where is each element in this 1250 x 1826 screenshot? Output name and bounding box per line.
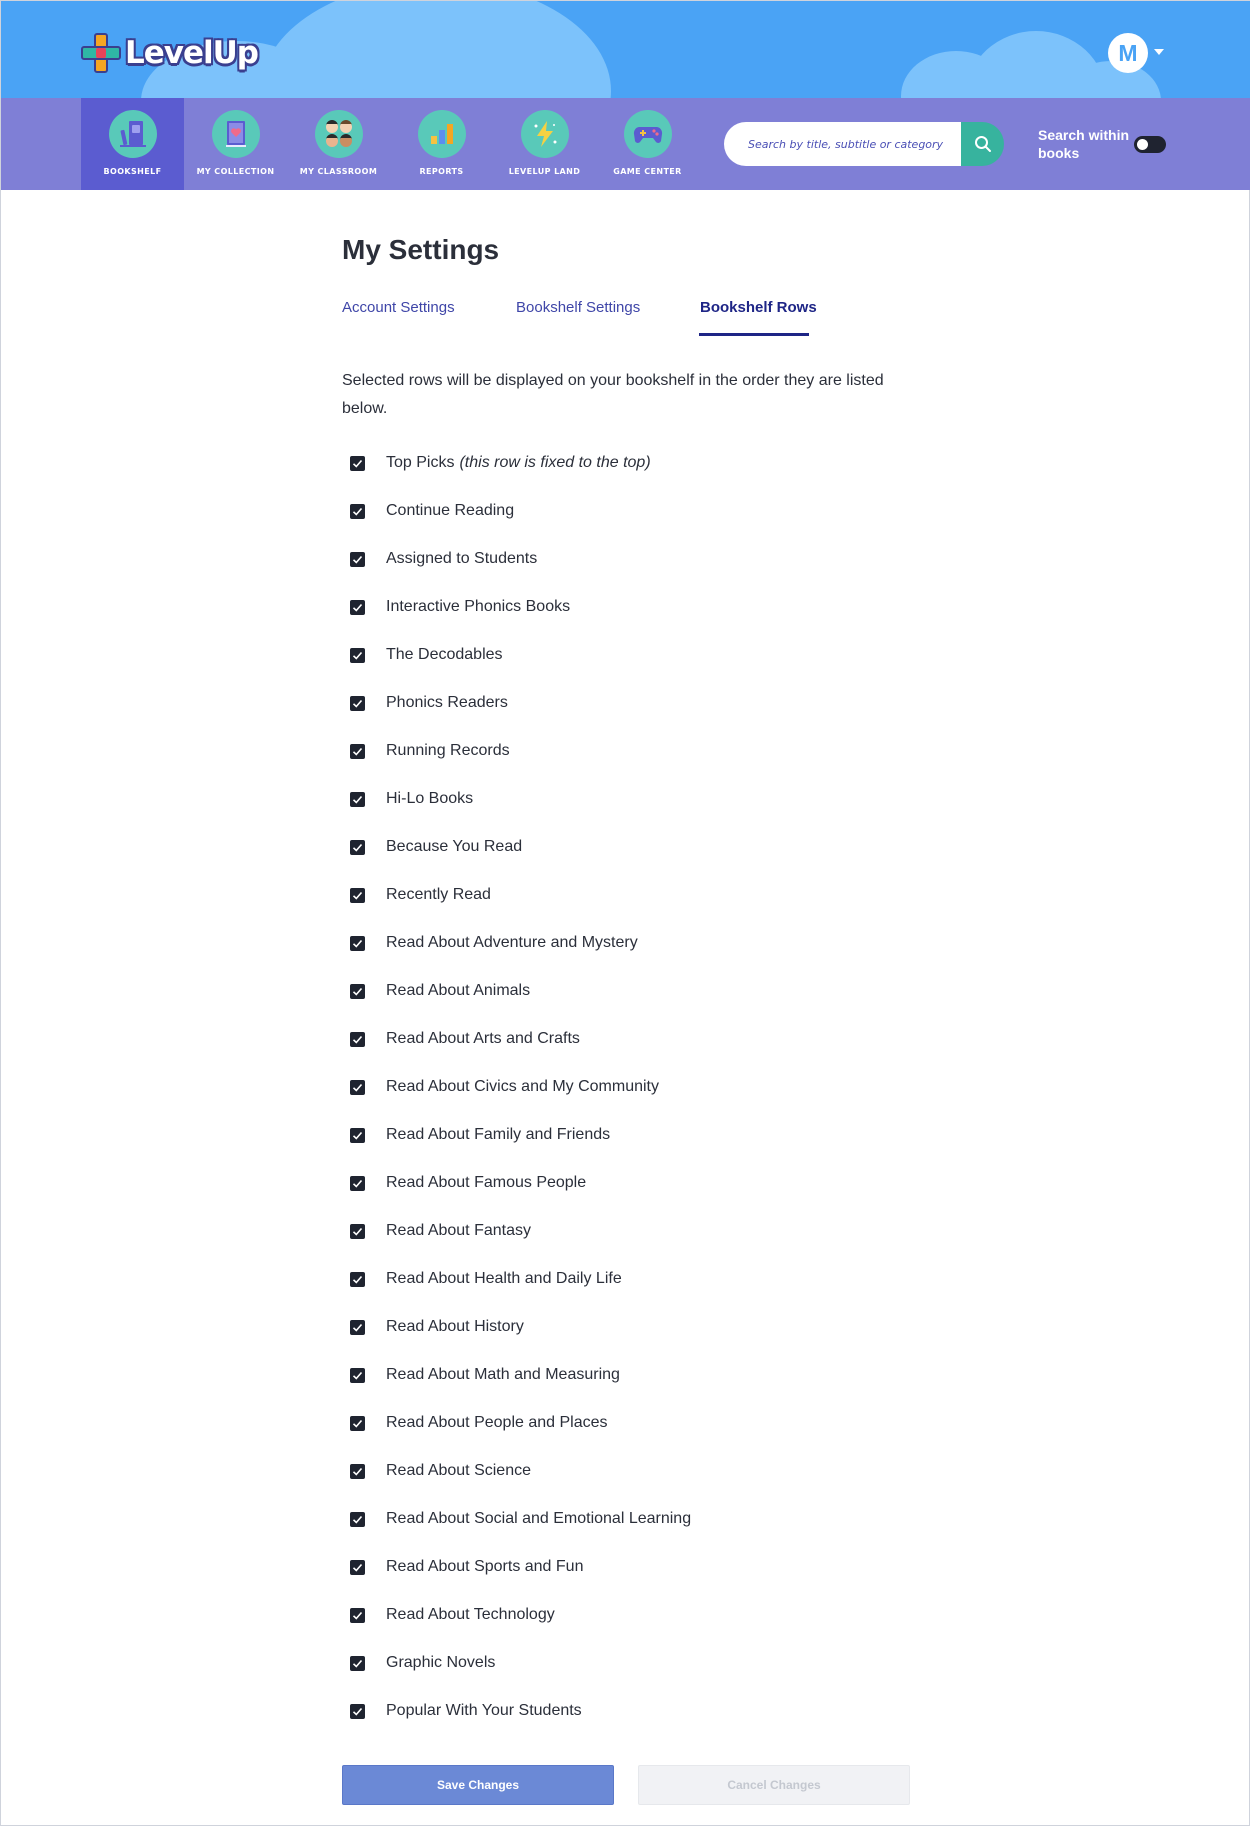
row-item[interactable] <box>350 1026 580 1052</box>
check-icon <box>352 1178 363 1189</box>
gamepad-icon <box>624 110 672 158</box>
page-title: My Settings <box>342 234 500 265</box>
checkbox-checked[interactable] <box>350 1704 365 1719</box>
check-icon <box>352 554 363 565</box>
check-icon <box>352 1562 363 1573</box>
nav-item-my-classroom[interactable] <box>287 98 390 190</box>
row-label: Read About History <box>386 1318 524 1335</box>
check-icon <box>352 1658 363 1669</box>
check-icon <box>352 842 363 853</box>
row-label: Phonics Readers <box>386 694 508 711</box>
checkbox-checked[interactable] <box>350 1032 365 1047</box>
row-item[interactable] <box>350 1506 691 1532</box>
cancel-changes-button[interactable]: Cancel Changes <box>638 1765 910 1805</box>
row-item[interactable] <box>350 786 473 812</box>
nav-item-reports[interactable] <box>390 98 493 190</box>
nav-item-my-collection[interactable] <box>184 98 287 190</box>
toggle-knob <box>1137 139 1148 150</box>
row-label: Read About Math and Measuring <box>386 1366 620 1383</box>
check-icon <box>352 1514 363 1525</box>
row-note: (this row is fixed to the top) <box>459 454 651 471</box>
row-label: Read About Health and Daily Life <box>386 1270 622 1287</box>
search-within-books-label: Search within books <box>1038 127 1130 161</box>
row-label: Read About Adventure and Mystery <box>386 934 638 951</box>
row-label: Running Records <box>386 742 510 759</box>
row-label: Hi-Lo Books <box>386 790 474 807</box>
row-item[interactable] <box>350 594 570 620</box>
row-label: Read About Social and Emotional Learning <box>386 1510 692 1527</box>
nav-item-game-center[interactable] <box>596 98 699 190</box>
row-label: Popular With Your Students <box>386 1702 582 1719</box>
bar-chart-icon <box>418 110 466 158</box>
row-label: Read About Family and Friends <box>386 1126 611 1143</box>
check-icon <box>352 1274 363 1285</box>
rows-description: Selected rows will be displayed on your bookshelf in the order they are listed below. <box>342 372 884 417</box>
nav-label: LEVELUP LAND <box>508 167 581 176</box>
checkbox-checked[interactable] <box>350 552 365 567</box>
brand-logo[interactable] <box>81 31 258 75</box>
checkbox-checked[interactable] <box>350 1128 365 1143</box>
checkbox-checked[interactable] <box>350 696 365 711</box>
row-item[interactable] <box>350 498 514 524</box>
nav-item-levelup-land[interactable] <box>493 98 596 190</box>
row-item[interactable] <box>350 834 522 860</box>
row-item[interactable] <box>350 1170 586 1196</box>
check-icon <box>352 1130 363 1141</box>
checkbox-checked[interactable] <box>350 888 365 903</box>
checkbox-checked[interactable] <box>350 1368 365 1383</box>
row-label: Read About Technology <box>386 1606 555 1623</box>
tab-account-settings[interactable]: Account Settings <box>342 299 455 316</box>
check-icon <box>352 986 363 997</box>
book-heart-icon <box>212 110 260 158</box>
row-label: Assigned to Students <box>386 550 538 567</box>
row-label: Read About Arts and Crafts <box>386 1030 580 1047</box>
search-field[interactable] <box>724 122 961 166</box>
search-within-books-toggle[interactable] <box>1134 136 1166 153</box>
check-icon <box>352 698 363 709</box>
check-icon <box>352 938 363 949</box>
check-icon <box>352 1082 363 1093</box>
row-item[interactable] <box>350 1698 582 1724</box>
search-input[interactable] <box>748 138 948 151</box>
nav-label: MY CLASSROOM <box>299 167 378 176</box>
checkbox-checked[interactable] <box>350 840 365 855</box>
check-icon <box>352 1370 363 1381</box>
bookshelf-icon <box>109 110 157 158</box>
checkbox-checked[interactable] <box>350 984 365 999</box>
checkbox-checked[interactable] <box>350 936 365 951</box>
save-changes-button[interactable]: Save Changes <box>342 1765 614 1805</box>
checkbox-checked[interactable] <box>350 1224 365 1239</box>
row-label: Read About Civics and My Community <box>386 1078 659 1095</box>
checkbox-checked[interactable] <box>350 1176 365 1191</box>
row-item[interactable] <box>350 930 638 956</box>
row-item[interactable] <box>350 1266 622 1292</box>
row-item[interactable] <box>350 1218 531 1244</box>
row-label: The Decodables <box>386 646 503 663</box>
row-item[interactable] <box>350 882 491 908</box>
nav-item-bookshelf[interactable] <box>81 98 184 190</box>
row-item[interactable] <box>350 450 651 476</box>
checkbox-checked[interactable] <box>350 1560 365 1575</box>
check-icon <box>352 1610 363 1621</box>
checkbox-checked[interactable] <box>350 1656 365 1671</box>
checkbox-checked[interactable] <box>350 792 365 807</box>
check-icon <box>352 1706 363 1717</box>
row-item[interactable] <box>350 1458 531 1484</box>
checkbox-checked[interactable] <box>350 1464 365 1479</box>
row-label: Continue Reading <box>386 502 515 519</box>
check-icon <box>352 506 363 517</box>
row-label: Read About Science <box>386 1462 531 1479</box>
row-item[interactable] <box>350 1314 524 1340</box>
row-item[interactable] <box>350 690 508 716</box>
row-item[interactable] <box>350 738 510 764</box>
row-label: Read About Animals <box>386 982 531 999</box>
row-item[interactable] <box>350 1650 495 1676</box>
brand-name: LevelUp <box>125 35 258 71</box>
tab-bookshelf-rows[interactable]: Bookshelf Rows <box>700 299 817 316</box>
row-label: Top Picks (this row is fixed to the top) <box>386 454 651 471</box>
row-item[interactable] <box>350 546 537 572</box>
row-item[interactable] <box>350 1122 610 1148</box>
students-icon <box>315 110 363 158</box>
row-item[interactable] <box>350 1410 608 1436</box>
row-label: Read About Fantasy <box>386 1222 531 1239</box>
row-label: Graphic Novels <box>386 1654 496 1671</box>
check-icon <box>352 1034 363 1045</box>
check-icon <box>352 1466 363 1477</box>
active-tab-indicator <box>699 333 809 336</box>
checkbox-checked[interactable] <box>350 456 365 471</box>
row-item[interactable] <box>350 1074 659 1100</box>
check-icon <box>352 1322 363 1333</box>
user-avatar[interactable] <box>1108 33 1148 73</box>
check-icon <box>352 1418 363 1429</box>
checkbox-checked[interactable] <box>350 1320 365 1335</box>
check-icon <box>352 602 363 613</box>
avatar-initial: M <box>1118 39 1138 66</box>
checkbox-checked[interactable] <box>350 1608 365 1623</box>
search-icon <box>974 135 992 153</box>
nav-label: GAME CENTER <box>613 167 682 176</box>
checkbox-checked[interactable] <box>350 600 365 615</box>
check-icon <box>352 458 363 469</box>
checkbox-checked[interactable] <box>350 504 365 519</box>
row-item[interactable] <box>350 978 530 1004</box>
tab-bookshelf-settings[interactable]: Bookshelf Settings <box>516 299 641 316</box>
row-label: Read About Famous People <box>386 1174 587 1191</box>
row-item[interactable] <box>350 1554 583 1580</box>
checkbox-checked[interactable] <box>350 1080 365 1095</box>
checkbox-checked[interactable] <box>350 1272 365 1287</box>
nav-label: MY COLLECTION <box>196 167 275 176</box>
check-icon <box>352 890 363 901</box>
check-icon <box>352 650 363 661</box>
search-button[interactable] <box>961 122 1004 166</box>
row-item[interactable] <box>350 642 503 668</box>
check-icon <box>352 794 363 805</box>
chevron-down-icon[interactable] <box>1154 49 1164 55</box>
row-label: Because You Read <box>386 838 523 855</box>
lightning-icon <box>521 110 569 158</box>
row-label: Read About Sports and Fun <box>386 1558 584 1575</box>
checkbox-checked[interactable] <box>350 1416 365 1431</box>
row-item[interactable] <box>350 1362 620 1388</box>
nav-label: REPORTS <box>419 167 464 176</box>
row-label: Read About People and Places <box>386 1414 608 1431</box>
check-icon <box>352 746 363 757</box>
row-label: Interactive Phonics Books <box>386 598 571 615</box>
checkbox-checked[interactable] <box>350 1512 365 1527</box>
row-item[interactable] <box>350 1602 555 1628</box>
nav-divider <box>1 190 49 193</box>
check-icon <box>352 1226 363 1237</box>
nav-label: BOOKSHELF <box>103 167 162 176</box>
checkbox-checked[interactable] <box>350 744 365 759</box>
logo-cross-icon <box>81 33 121 73</box>
checkbox-checked[interactable] <box>350 648 365 663</box>
row-label: Recently Read <box>386 886 491 903</box>
